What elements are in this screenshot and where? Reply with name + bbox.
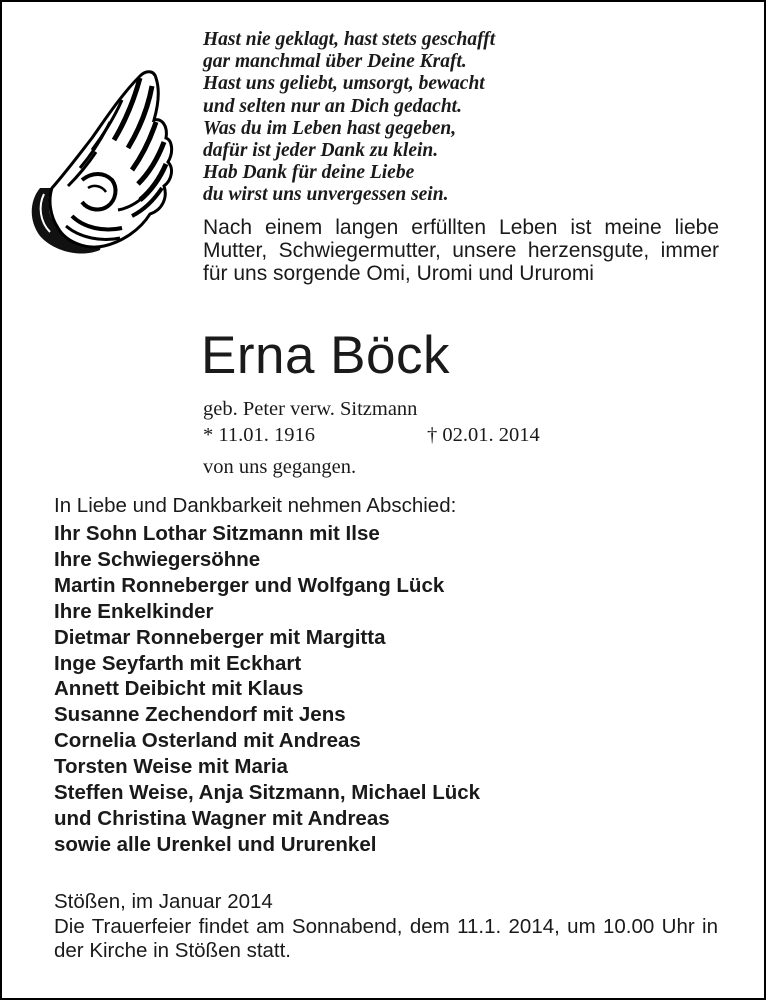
list-item: Cornelia Osterland mit Andreas [54, 729, 361, 753]
list-item: Steffen Weise, Anja Sitzmann, Michael Lück [54, 781, 481, 805]
list-item: Annett Deibicht mit Klaus [54, 677, 304, 701]
poem-line: Hab Dank für deine Liebe [203, 162, 415, 184]
life-dates [203, 422, 723, 450]
list-item: sowie alle Urenkel und Ururenkel [54, 832, 377, 856]
deceased-name: Erna Böck [201, 326, 451, 385]
praying-hands-icon [22, 60, 182, 260]
place-date: Stößen, im Januar 2014 [54, 890, 273, 913]
list-item: Martin Ronneberger und Wolfgang Lück [54, 573, 445, 597]
mourners-list [54, 521, 480, 858]
birth-date: * 11.01. 1916 [203, 424, 315, 446]
poem-line: und selten nur an Dich gedacht. [203, 95, 462, 117]
list-item: Inge Seyfarth mit Eckhart [54, 651, 302, 675]
list-item: und Christina Wagner mit Andreas [54, 806, 390, 830]
birth-name: geb. Peter verw. Sitzmann [203, 398, 418, 420]
footer [54, 890, 718, 963]
passed-text: von uns gegangen. [203, 456, 357, 478]
poem-line: Hast uns geliebt, umsorgt, bewacht [203, 73, 485, 95]
list-item: Ihr Sohn Lothar Sitzmann mit Ilse [54, 522, 380, 545]
deceased-details [203, 396, 723, 480]
poem-line: Was du im Leben hast gegeben, [203, 117, 457, 139]
list-item: Dietmar Ronneberger mit Margitta [54, 625, 386, 649]
poem-line: dafür ist jeder Dank zu klein. [203, 140, 439, 162]
poem-line: gar manchmal über Deine Kraft. [203, 51, 467, 73]
poem [203, 29, 723, 207]
poem-line: du wirst uns unvergessen sein. [203, 184, 449, 206]
ceremony-info: Die Trauerfeier findet am Sonnabend, dem 11.1. 2014, um 10.00 Uhr in der Kirche in Stößen statt. [54, 915, 718, 962]
intro-text: Nach einem langen erfüllten Leben ist meine liebe Mutter, Schwiegermutter, unsere herzensgute, immer für uns sorgende Omi, Uromi und Ururomi [203, 216, 719, 285]
list-item: Ihre Enkelkinder [54, 599, 214, 623]
list-item: Ihre Schwiegersöhne [54, 547, 261, 571]
list-item: Torsten Weise mit Maria [54, 755, 288, 779]
death-date: † 02.01. 2014 [427, 424, 540, 446]
list-item: Susanne Zechendorf mit Jens [54, 703, 346, 727]
poem-line: Hast nie geklagt, hast stets geschafft [203, 29, 496, 50]
farewell-heading: In Liebe und Dankbarkeit nehmen Abschied: [54, 494, 457, 517]
